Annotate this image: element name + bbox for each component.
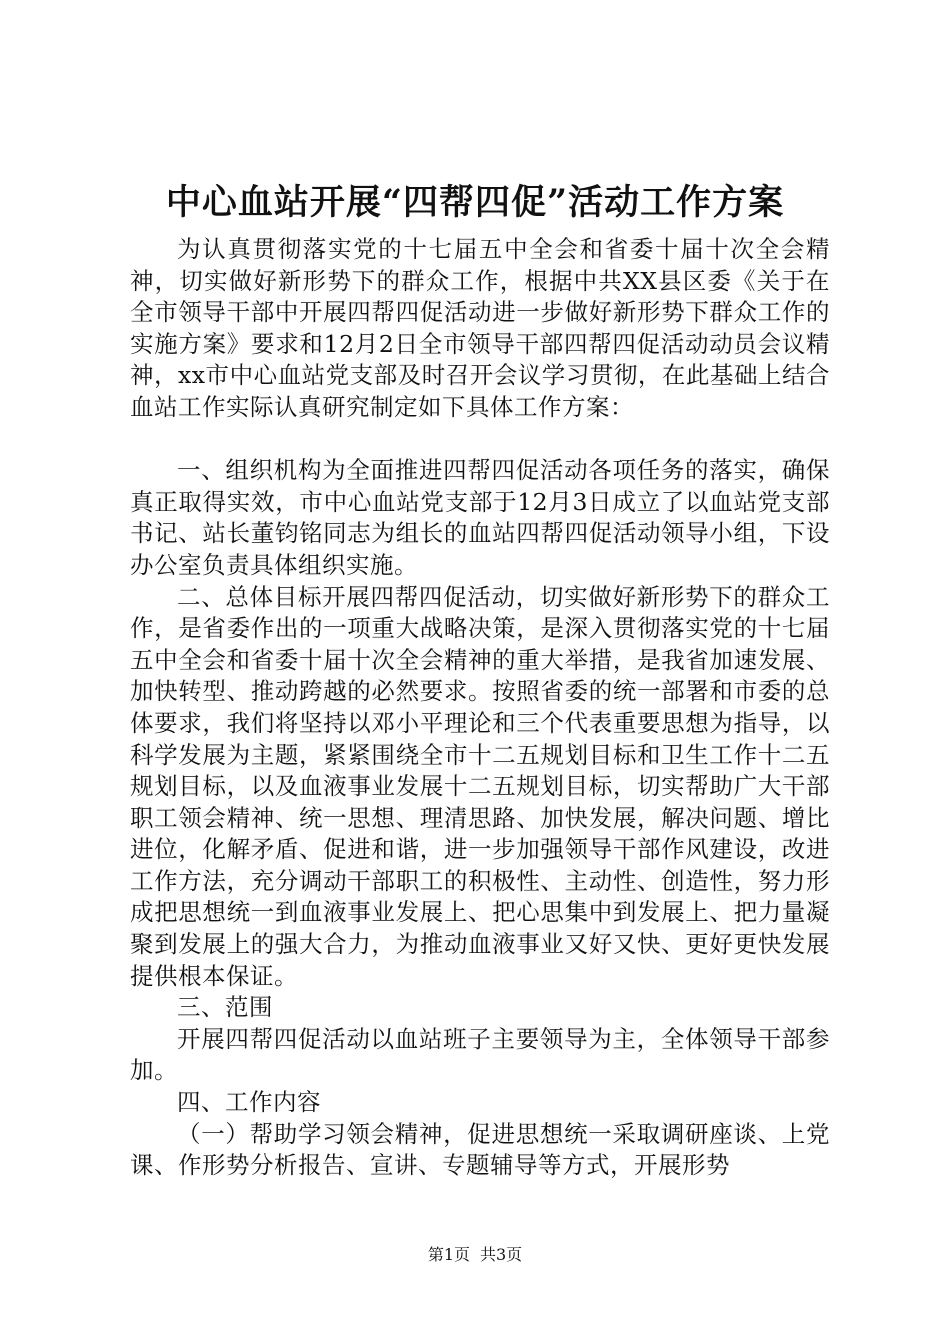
document-title: 中心血站开展“四帮四促”活动工作方案 [165, 182, 785, 223]
page-number-current: 第1页 [427, 1245, 470, 1264]
intro-paragraph: 为认真贯彻落实党的十七届五中全会和省委十届十次全会精神，切实做好新形势下的群众工作，根据中共XX县区委《关于在全市领导干部中开展四帮四促活动进一步做好新形势下群众工作的实施方案》要求和12月2日全市领导干部四帮四促活动动员会议精神，xx市中心血站党支部及时召开会议学习贯彻，在此基础上结合血站工作实际认真研究制定如下具体工作方案： [130, 235, 830, 421]
section-goals-paragraph: 二、总体目标开展四帮四促活动，切实做好新形势下的群众工作，是省委作出的一项重大战略决策，是深入贯彻落实党的十七届五中全会和省委十届十次全会精神的重大举措，是我省加速发展、加快转型、推动跨越的必然要求。按照省委的统一部署和市委的总体要求，我们将坚持以邓小平理论和三个代表重要思想为指导，以科学发展为主题，紧紧围绕全市十二五规划目标和卫生工作十二五规划目标，以及血液事业发展十二五规划目标，切实帮助广大干部职工领会精神、统一思想、理清思路、加快发展，解决问题、增比进位，化解矛盾、促进和谐，进一步加强领导干部作风建设，改进工作方法，充分调动干部职工的积极性、主动性、创造性，努力形成把思想统一到血液事业发展上、把心思集中到发展上、把力量凝聚到发展上的强大合力，为推动血液事业又好又快、更好更快发展提供根本保证。 [130, 582, 830, 990]
page-footer [0, 1244, 950, 1266]
section-scope-paragraph: 开展四帮四促活动以血站班子主要领导为主，全体领导干部参加。 [130, 1024, 830, 1085]
section-scope-heading: 三、范围 [177, 993, 273, 1022]
section-organization-paragraph: 一、组织机构为全面推进四帮四促活动各项任务的落实，确保真正取得实效，市中心血站党支部于12月3日成立了以血站党支部书记、站长董钧铭同志为组长的血站四帮四促活动领导小组，下设办公室负责具体组织实施。 [130, 456, 830, 579]
section-content-item-1: （一）帮助学习领会精神，促进思想统一采取调研座谈、上党课、作形势分析报告、宣讲、专题辅导等方式，开展形势 [130, 1119, 830, 1180]
page-number-total: 共3页 [480, 1245, 523, 1264]
section-content-heading: 四、工作内容 [177, 1088, 321, 1117]
document-body [130, 234, 830, 1182]
